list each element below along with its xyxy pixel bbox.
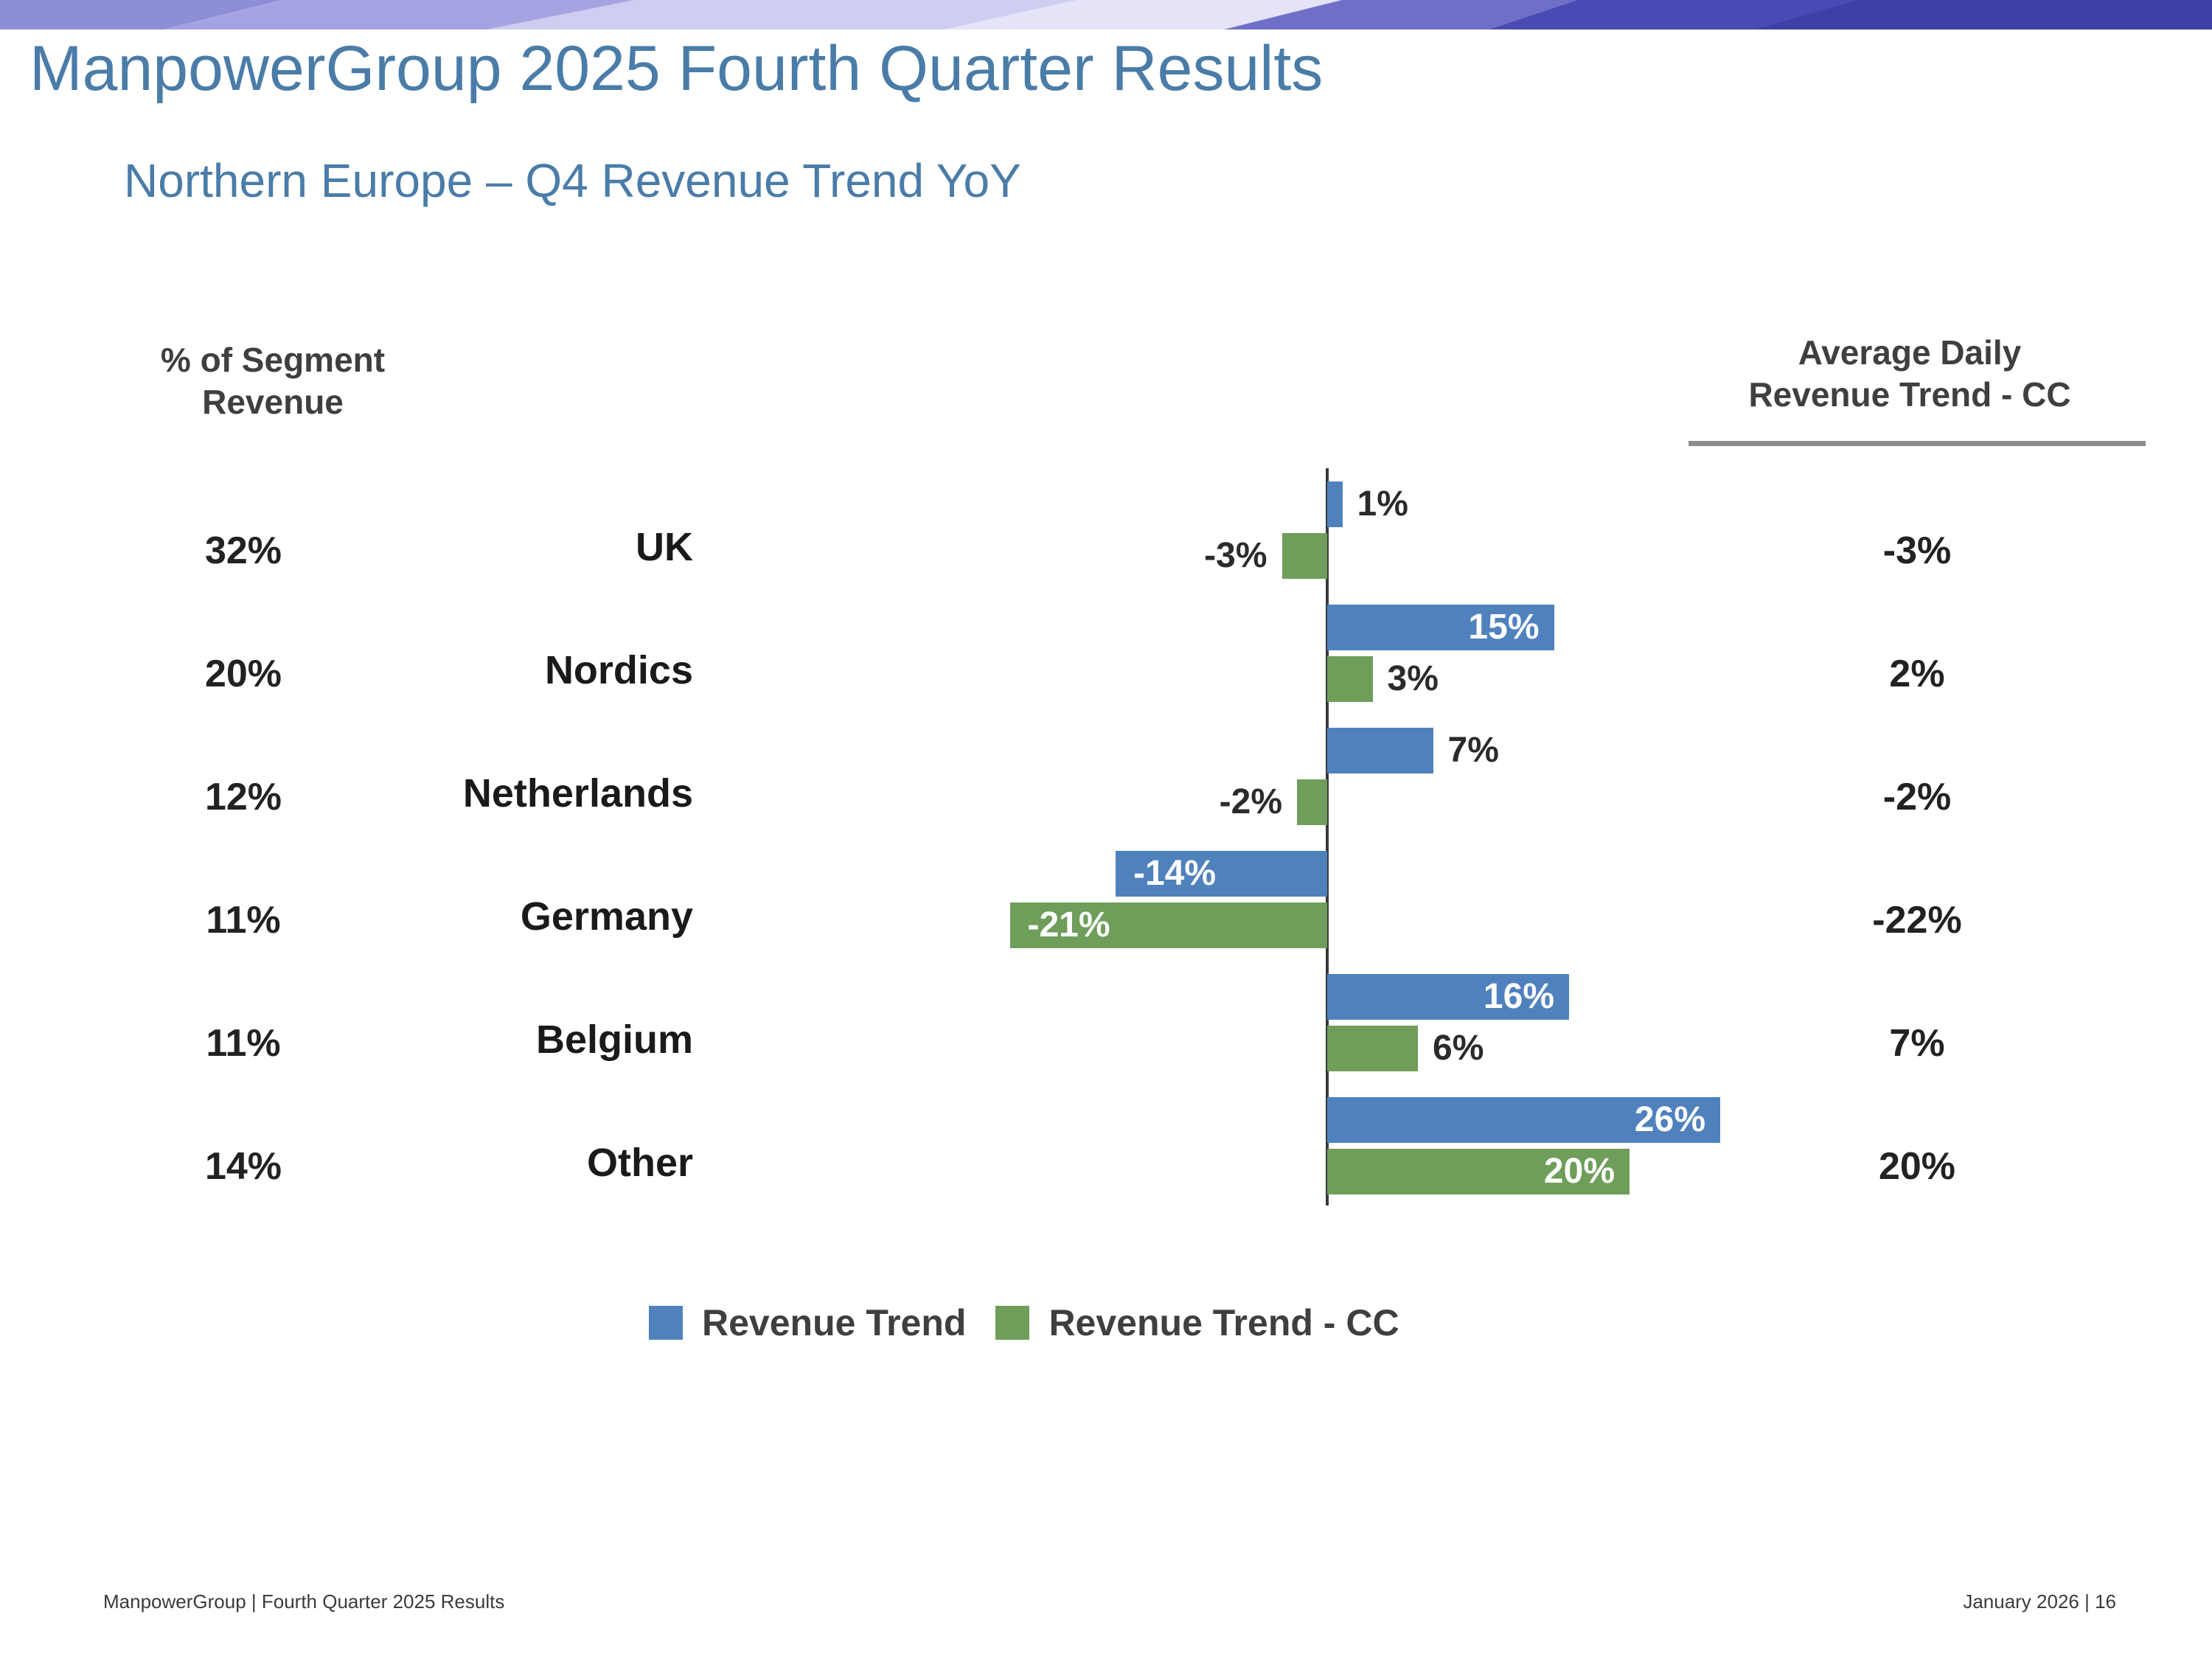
page-title: ManpowerGroup 2025 Fourth Quarter Results: [29, 33, 1324, 104]
right-column-underline: [1688, 441, 2146, 446]
bar-revenue-trend-cc: [1327, 1026, 1418, 1071]
decorative-top-band: [0, 0, 2212, 29]
chart-row: [0, 1084, 2212, 1228]
bar-value-label: -2%: [1219, 782, 1282, 821]
segment-revenue-share-value: 14%: [204, 1145, 282, 1188]
average-daily-revenue-trend-value: -22%: [1872, 899, 1962, 942]
bar-value-label: 15%: [1468, 608, 1540, 647]
right-column-header-line2: Revenue Trend - CC: [1748, 375, 2071, 414]
footer-right: January 2026 | 16: [1963, 1590, 2116, 1613]
left-column-header-line2: Revenue: [202, 383, 344, 422]
left-column-header-line1: % of Segment: [160, 341, 386, 379]
legend-item: [995, 1301, 1399, 1344]
legend-swatch-revenue-trend-cc: [995, 1306, 1029, 1340]
legend-label: Revenue Trend - CC: [1048, 1302, 1399, 1343]
page-subtitle: Northern Europe – Q4 Revenue Trend YoY: [124, 154, 1021, 207]
chart-legend: [649, 1301, 1399, 1344]
bar-revenue-trend-cc: [1282, 533, 1328, 579]
average-daily-revenue-trend-value: -2%: [1882, 776, 1952, 818]
category-label: Netherlands: [462, 771, 693, 815]
legend-label: Revenue Trend: [702, 1302, 967, 1343]
bar-revenue-trend-cc: [1327, 656, 1373, 702]
bar-value-label: 20%: [1543, 1152, 1615, 1191]
average-daily-revenue-trend-value: 2%: [1889, 653, 1945, 695]
bar-value-label: 16%: [1483, 977, 1554, 1016]
bar-value-label: 26%: [1634, 1100, 1705, 1139]
category-label: Germany: [520, 894, 693, 939]
footer-left: ManpowerGroup | Fourth Quarter 2025 Results: [103, 1590, 505, 1613]
bar-value-label: 3%: [1387, 659, 1439, 698]
category-label: UK: [636, 525, 693, 569]
bar-revenue-trend: [1327, 728, 1433, 773]
bar-value-label: 6%: [1433, 1029, 1484, 1068]
segment-revenue-share-value: 12%: [204, 776, 282, 818]
segment-revenue-share-value: 11%: [206, 899, 281, 942]
bar-value-label: 1%: [1357, 484, 1408, 524]
bar-revenue-trend-cc: [1297, 779, 1327, 825]
segment-revenue-share-value: 32%: [204, 529, 282, 572]
bar-value-label: -21%: [1027, 905, 1110, 945]
average-daily-revenue-trend-value: 20%: [1878, 1145, 1956, 1188]
revenue-trend-chart: [0, 310, 2212, 1489]
right-column-header: [1652, 332, 2168, 416]
right-column-header-line1: Average Daily: [1798, 333, 2022, 372]
category-label: Nordics: [544, 648, 693, 692]
category-label: Other: [586, 1141, 693, 1185]
left-column-header: [88, 339, 457, 423]
legend-item: [649, 1301, 966, 1344]
average-daily-revenue-trend-value: -3%: [1882, 529, 1952, 572]
average-daily-revenue-trend-value: 7%: [1889, 1022, 1945, 1065]
bar-value-label: 7%: [1447, 731, 1499, 770]
bar-value-label: -3%: [1204, 536, 1267, 575]
category-label: Belgium: [535, 1018, 693, 1062]
segment-revenue-share-value: 11%: [206, 1022, 281, 1065]
bar-revenue-trend: [1327, 481, 1343, 527]
bar-value-label: -14%: [1133, 854, 1217, 893]
segment-revenue-share-value: 20%: [204, 653, 282, 695]
legend-swatch-revenue-trend: [649, 1306, 683, 1340]
